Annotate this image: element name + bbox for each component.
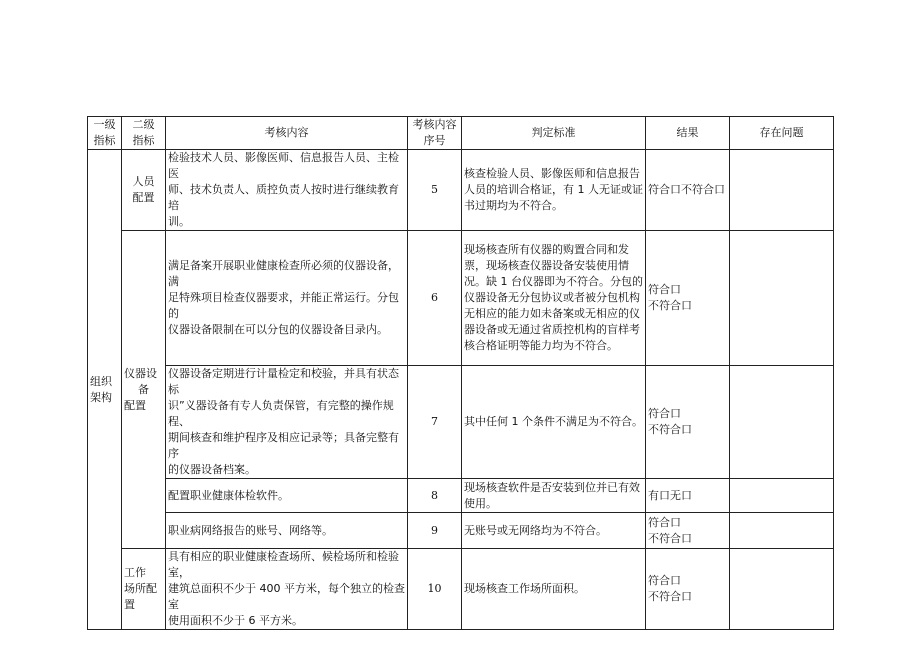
seq-cell: 7: [408, 366, 462, 479]
content-line: 使用面积不少于 6 平方米。: [168, 614, 303, 627]
criteria-cell: [462, 150, 646, 231]
criteria-line: 票，现场核查仪器设备安装使用情: [464, 259, 629, 272]
table-row: [88, 366, 834, 479]
content-line: 足特殊项目检查仪器要求，并能正常运行。分包的: [168, 291, 399, 320]
issues-cell: [730, 549, 834, 630]
seq-cell: 10: [408, 549, 462, 630]
content-line: 配置职业健康体检软件。: [168, 488, 289, 502]
result-line: 不符合口: [648, 299, 692, 312]
seq-cell: 9: [408, 513, 462, 549]
seq-cell: 8: [408, 479, 462, 513]
result-line: 不符合口: [648, 590, 692, 603]
result-cell: [646, 231, 730, 366]
content-cell: [166, 150, 408, 231]
table-row: [88, 549, 834, 630]
criteria-line: 现场核查工作场所面积。: [464, 582, 585, 595]
issues-cell: [730, 513, 834, 549]
equipment-label-line2: 备: [138, 382, 149, 396]
header-issues: 存在问题: [730, 117, 834, 150]
criteria-line: 器设备或无通过省质控机构的盲样考: [464, 323, 640, 336]
result-cell: [646, 549, 730, 630]
result-line: 符合口: [648, 515, 681, 529]
header-content: 考核内容: [166, 117, 408, 150]
personnel-label-line1: 人员: [132, 175, 155, 188]
criteria-cell: [462, 366, 646, 479]
content-line: 检验技术人员、影像医师、信息报告人员、主检医: [168, 151, 399, 180]
criteria-cell: [462, 513, 646, 549]
table-row: [88, 479, 834, 513]
result-line: 符合口: [648, 283, 681, 296]
level1-label-line2: 架构: [90, 390, 112, 404]
criteria-cell: [462, 231, 646, 366]
header-level2-indicator: [122, 117, 166, 150]
header-result: 结果: [646, 117, 730, 150]
result-line: 符合口: [648, 407, 681, 420]
header-level1-line2: 指标: [93, 134, 116, 147]
workplace-label-line3: 置: [124, 598, 135, 611]
issues-cell: [730, 231, 834, 366]
content-line: 识”义器设备有专人负责保管，有完整的操作规程、: [168, 399, 394, 428]
level2-cell-workplace: [122, 549, 166, 630]
header-level2-line1: 二级: [132, 118, 155, 131]
criteria-line: 无账号或无网络均为不符合。: [464, 523, 607, 537]
criteria-line: 仪器设备无分包协议或者被分包机构: [464, 291, 640, 304]
result-line: 不符合口: [648, 531, 692, 545]
issues-cell: [730, 366, 834, 479]
result-line: 不符合口: [648, 423, 692, 436]
content-line: 仪器设备限制在可以分包的仪器设备目录内。: [168, 323, 388, 336]
header-row: [88, 117, 834, 150]
level1-label-line1: 组织: [90, 374, 112, 388]
audit-table: [87, 116, 834, 630]
header-seq: [408, 117, 462, 150]
result-line: 符合口不符合口: [648, 183, 725, 196]
content-line: 期间核查和维护程序及相应记录等；具备完整有序: [168, 431, 399, 460]
content-cell: [166, 231, 408, 366]
issues-cell: [730, 150, 834, 231]
personnel-label-line2: 配置: [132, 191, 155, 204]
workplace-label-line2: 场所配: [124, 582, 157, 595]
criteria-line: 书过期均为不符合。: [464, 199, 563, 212]
result-line: 符合口: [648, 574, 681, 587]
criteria-line: 无相应的能力如未备案或无相应的仪: [464, 307, 640, 320]
table-row: [88, 513, 834, 549]
table-row: [88, 150, 834, 231]
result-cell: [646, 513, 730, 549]
content-cell: [166, 549, 408, 630]
result-cell: [646, 479, 730, 513]
seq-cell: 6: [408, 231, 462, 366]
result-line: 有口无口: [648, 488, 692, 502]
content-line: 职业病网络报告的账号、网络等。: [168, 523, 333, 537]
header-level1-indicator: [88, 117, 122, 150]
level2-cell-equipment: [122, 231, 166, 549]
criteria-line: 核查检验人员、影像医师和信息报告: [464, 167, 640, 180]
criteria-line: 其中任何 1 个条件不满足为不符合。: [464, 415, 643, 428]
content-line: 仪器设备定期进行计量检定和校验，并具有状态标: [168, 367, 399, 396]
criteria-line: 使用。: [464, 496, 497, 510]
level2-cell-personnel: [122, 150, 166, 231]
header-level1-line1: 一级: [93, 118, 116, 131]
content-line: 具有相应的职业健康检查场所、候检场所和检验室，: [168, 550, 399, 579]
equipment-label-line3: 配置: [124, 398, 146, 412]
result-cell: [646, 150, 730, 231]
content-line: 满足备案开展职业健康检查所必须的仪器设备，满: [168, 259, 399, 288]
workplace-label-line1: 工作: [124, 566, 146, 579]
header-seq-line2: 序号: [423, 134, 446, 147]
content-line: 训。: [168, 215, 190, 228]
criteria-line: 现场核查所有仪器的购置合同和发: [464, 243, 629, 256]
result-cell: [646, 366, 730, 479]
content-line: 建筑总面积不少于 400 平方米，每个独立的检查室: [168, 582, 405, 611]
criteria-cell: [462, 549, 646, 630]
criteria-line: 人员的培训合格证，有 1 人无证或证: [464, 183, 643, 196]
content-cell: [166, 513, 408, 549]
level1-cell-org: [88, 150, 122, 630]
seq-cell: 5: [408, 150, 462, 231]
table-row: [88, 231, 834, 366]
criteria-cell: [462, 479, 646, 513]
equipment-label-line1: 仪器设: [124, 366, 157, 380]
header-criteria: 判定标准: [462, 117, 646, 150]
header-level2-line2: 指标: [132, 134, 155, 147]
content-line: 的仪器设备档案。: [168, 463, 256, 476]
content-cell: [166, 366, 408, 479]
criteria-line: 核合格证明等能力均为不符合。: [464, 339, 618, 352]
header-seq-line1: 考核内容: [412, 118, 457, 131]
issues-cell: [730, 479, 834, 513]
content-line: 师、技术负责人、质控负责人按时进行继续教育培: [168, 183, 399, 212]
criteria-line: 现场核查软件是否安装到位并已有效: [464, 480, 640, 494]
content-cell: [166, 479, 408, 513]
criteria-line: 况。缺 1 台仪器即为不符合。分包的: [464, 275, 643, 288]
